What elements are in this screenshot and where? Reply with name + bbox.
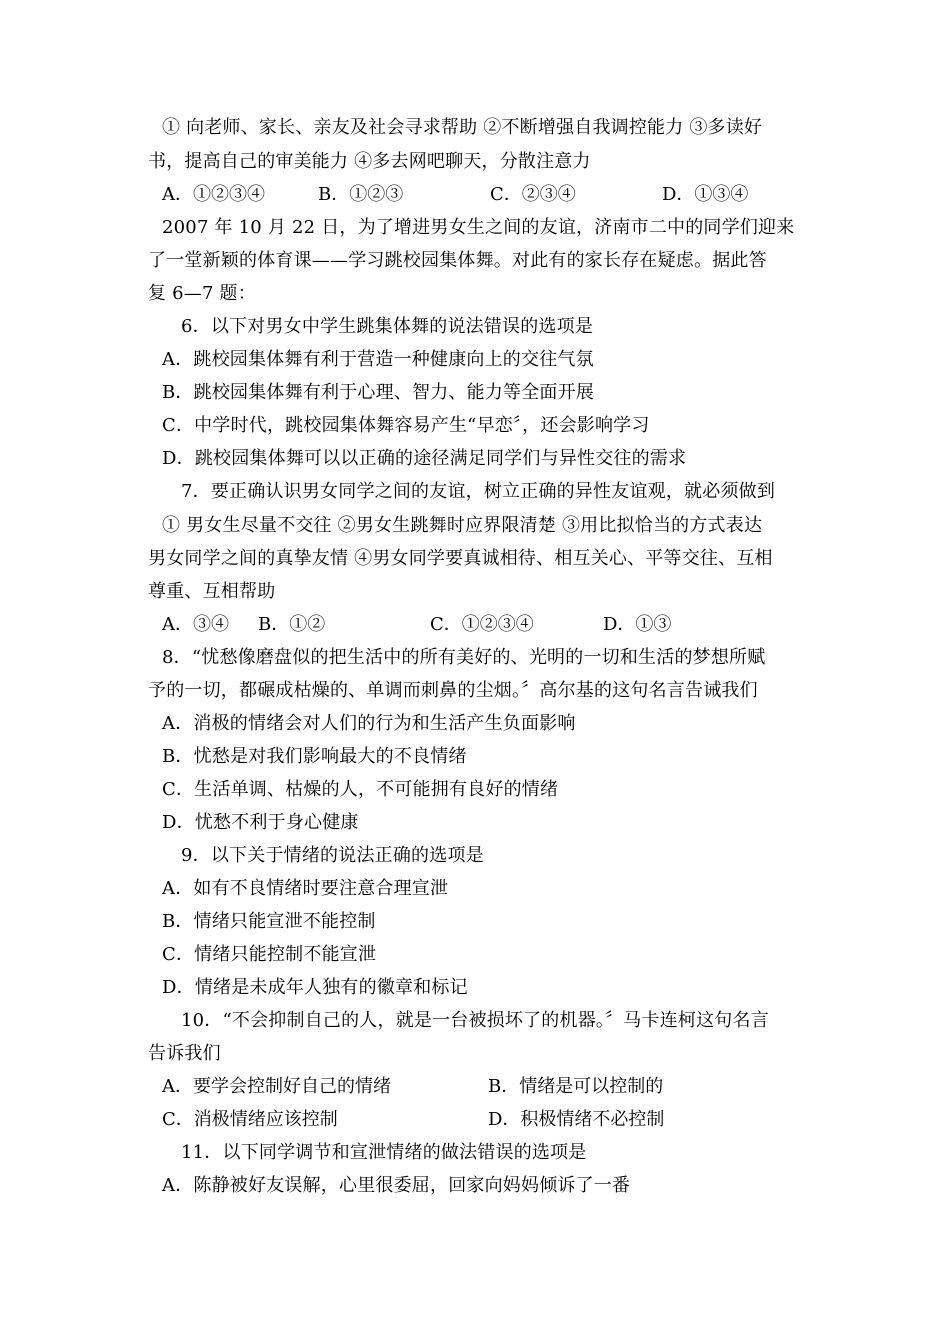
- passage-line-3: 复 6—7 题：: [148, 283, 256, 304]
- q6-option-a: A．跳校园集体舞有利于营造一种健康向上的交往气氛: [162, 349, 594, 370]
- q10-option-b: B．情绪是可以控制的: [488, 1076, 664, 1097]
- q8-stem-line-2: 予的一切，都碾成枯燥的、单调而刺鼻的尘烟。〞高尔基的这句名言告诫我们: [148, 680, 758, 701]
- q5-option-a: A．①②③④: [162, 184, 265, 205]
- q10-option-c: C．消极情绪应该控制: [162, 1109, 338, 1130]
- q8-option-c: C．生活单调、枯燥的人，不可能拥有良好的情绪: [162, 779, 559, 800]
- q5-option-c: C．②③④: [490, 184, 576, 205]
- passage-line-2: 了一堂新颖的体育课——学习跳校园集体舞。对此有的家长存在疑虑。据此答: [148, 250, 767, 271]
- q8-option-a: A．消极的情绪会对人们的行为和生活产生负面影响: [162, 713, 576, 734]
- q5-option-b: B．①②③: [318, 184, 404, 205]
- q11-stem: 11．以下同学调节和宣泄情绪的做法错误的选项是: [181, 1142, 587, 1163]
- q7-choices-line-2: 男女同学之间的真挚友情 ④男女同学要真诚相待、相互关心、平等交往、互相: [148, 548, 773, 569]
- q9-option-a: A．如有不良情绪时要注意合理宣泄: [162, 878, 449, 899]
- q5-choices-line-1: ① 向老师、家长、亲友及社会寻求帮助 ②不断增强自我调控能力 ③多读好: [162, 117, 763, 138]
- q8-option-b: B．忧愁是对我们影响最大的不良情绪: [162, 746, 467, 767]
- passage-line-1: 2007 年 10 月 22 日，为了增进男女生之间的友谊，济南市二中的同学们迎来: [162, 217, 795, 238]
- q6-option-d: D．跳校园集体舞可以以正确的途径满足同学们与异性交往的需求: [162, 448, 687, 469]
- q6-option-c: C．中学时代，跳校园集体舞容易产生“早恋〞，还会影响学习: [162, 415, 650, 436]
- q7-stem: 7．要正确认识男女同学之间的友谊，树立正确的异性友谊观，就必须做到: [181, 481, 776, 502]
- q6-option-b: B．跳校园集体舞有利于心理、智力、能力等全面开展: [162, 382, 595, 403]
- q6-stem: 6．以下对男女中学生跳集体舞的说法错误的选项是: [181, 316, 594, 337]
- q10-stem-line-1: 10．“不会抑制自己的人，就是一台被损坏了的机器。〞马卡连柯这句名言: [181, 1010, 769, 1031]
- q7-choices-line-3: 尊重、互相帮助: [148, 581, 276, 602]
- q9-option-b: B．情绪只能宣泄不能控制: [162, 911, 376, 932]
- q9-stem: 9．以下关于情绪的说法正确的选项是: [181, 845, 484, 866]
- q8-option-d: D．忧愁不利于身心健康: [162, 812, 359, 833]
- q10-option-a: A．要学会控制好自己的情绪: [162, 1076, 391, 1097]
- q7-choices-line-1: ① 男女生尽量不交往 ②男女生跳舞时应界限清楚 ③用比拟恰当的方式表达: [162, 515, 763, 536]
- q7-option-c: C．①②③④: [430, 614, 534, 635]
- q7-option-d: D．①③: [603, 614, 672, 635]
- q7-option-a: A．③④: [162, 614, 229, 635]
- q5-choices-line-2: 书，提高自己的审美能力 ④多去网吧聊天，分散注意力: [148, 151, 591, 172]
- q9-option-c: C．情绪只能控制不能宣泄: [162, 944, 377, 965]
- q5-option-d: D．①③④: [662, 184, 749, 205]
- q9-option-d: D．情绪是未成年人独有的徽章和标记: [162, 977, 468, 998]
- q10-option-d: D．积极情绪不必控制: [488, 1109, 665, 1130]
- q8-stem-line-1: 8．“忧愁像磨盘似的把生活中的所有美好的、光明的一切和生活的梦想所赋: [162, 647, 766, 668]
- q10-stem-line-2: 告诉我们: [148, 1043, 221, 1064]
- q11-option-a: A．陈静被好友误解，心里很委屈，回家向妈妈倾诉了一番: [162, 1175, 631, 1196]
- q7-option-b: B．①②: [258, 614, 326, 635]
